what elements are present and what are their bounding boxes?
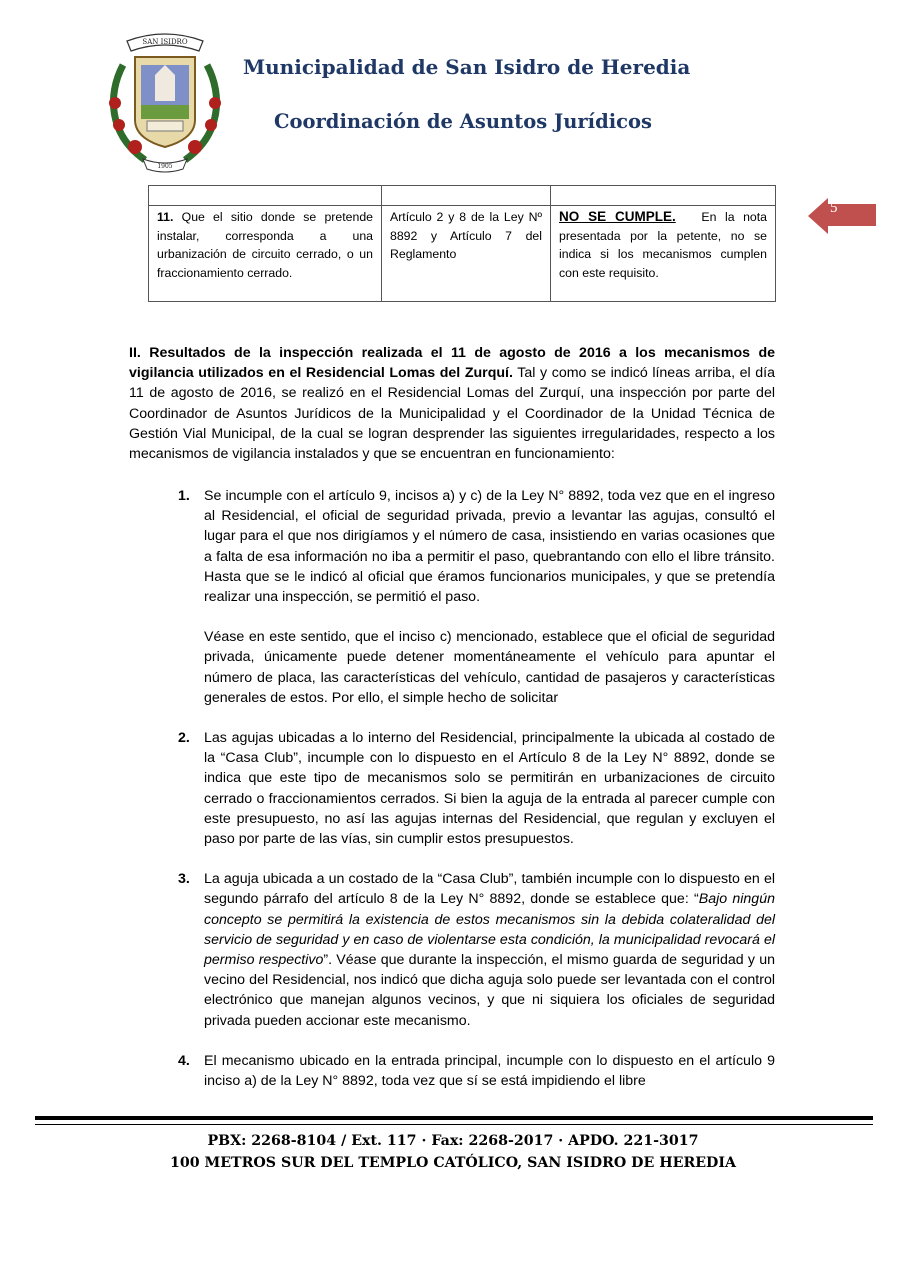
crest-ribbon-text: 1905	[157, 163, 173, 170]
item-number: 1.	[178, 488, 190, 504]
item-text: Se incumple con el artículo 9, incisos a) y c) de la Ley N° 8892, toda vez que en el ingreso al Residencial, el oficial de seguridad privada, previo a levantar las agujas, consultó el lugar para el que nos dirigíamos y el número de casa, insistiendo en varias ocasiones que a falta de esa información no iba a permitir el paso, quebrantando con ello el libre tránsito. Hasta que se le indicó al oficial que éramos funcionarios municipales, y que se pretendía realizar una inspección, se permitió el paso.	[204, 488, 775, 606]
section-intro: Tal y como se indicó líneas arriba, el día 11 de agosto de 2016, se realizó en el Residencial Lomas del Zurquí, una inspección por parte del Coordinador de Asuntos Jurídicos de la Municipalidad y el Coordinador de la Unidad Técnica de Gestión Vial Municipal, de la cual se logran desprender las siguientes irregularidades, respecto a los mecanismos de vigilancia instalados y que se encuentran en funcionamiento:	[129, 365, 775, 463]
observation-text: En la nota presentada por la petente, no se indica si los mecanismos cumplen con este requisito.	[559, 210, 768, 280]
list-item	[178, 728, 775, 849]
legal-basis-text: Artículo 2 y 8 de la Ley Nº 8892 y Artículo 7 del Reglamento	[390, 210, 542, 261]
table-row	[149, 206, 776, 302]
item-text-before: La aguja ubicada a un costado de la “Casa Club”, también incumple con lo dispuesto en el segundo párrafo del artículo 8 de la Ley N° 8892, donde se establece que: “	[204, 871, 775, 908]
section-heading: II. Resultados de la inspección realizada el 11 de agosto de 2016 a los mecanismos de vigilancia utilizados en el Residencial Lomas del Zurquí.	[129, 345, 775, 382]
requirement-text: Que el sitio donde se pretende instalar, corresponda a una urbanización de circuito cerrado, o un fraccionamiento cerrado.	[157, 210, 373, 280]
list-item	[178, 486, 775, 708]
legal-basis-cell	[382, 206, 551, 302]
item-text	[204, 869, 775, 1031]
item-text: El mecanismo ubicado en la entrada principal, incumple con lo dispuesto en el artículo 9 inciso a) de la Ley N° 8892, toda vez que sí se está impidiendo el libre	[204, 1052, 775, 1090]
law-quote: Bajo ningún concepto se permitirá la existencia de estos mecanismos sin la debida colateralidad del servicio de seguridad y en caso de violentarse esta condición, la municipalidad revocará el permiso respectivo	[204, 891, 775, 969]
item-text-continued: Véase en este sentido, que el inciso c) mencionado, establece que el oficial de seguridad privada, únicamente puede detener momentáneamente el vehículo para apuntar el número de placa, las características del vehículo, cantidad de pasajeros y características generales de estos. Por ello, el simple hecho de solicitar	[204, 629, 775, 706]
item-text: Las agujas ubicadas a lo interno del Residencial, principalmente la ubicada al costado de la “Casa Club”, incumple con lo dispuesto en el Artículo 8 de la Ley N° 8892, donde se indica que este tipo de mecanismos solo se permitirán en urbanizaciones de circuito cerrado o fraccionamientos cerrados. Si bien la aguja de la entrada al parecer cumple con este presupuesto, no así las agujas internas del Residencial, que regulan y excluyen el paso por parte de las vías, sin cumplir estos presupuestos.	[204, 730, 775, 848]
page-number-tab	[808, 198, 876, 234]
requirement-cell	[149, 206, 382, 302]
footer-rule-thin	[35, 1124, 873, 1125]
row-number: 11.	[157, 210, 174, 224]
item-number: 4.	[178, 1052, 190, 1069]
footer-address: 100 METROS SUR DEL TEMPLO CATÓLICO, SAN ISIDRO DE HEREDIA	[169, 1155, 736, 1171]
irregularities-list	[178, 486, 775, 1091]
list-item	[178, 869, 775, 1031]
item-number: 2.	[178, 730, 190, 747]
header-subtitle: Coordinación de Asuntos Jurídicos	[274, 110, 652, 133]
footer-contact: PBX: 2268-8104 / Ext. 117 · Fax: 2268-2017 · APDO. 221-3017	[207, 1133, 699, 1149]
item-text-after: ”. Véase que durante la inspección, el mismo guarda de seguridad y un vecino del Residencial, nos indicó que dicha aguja solo puede ser levantada con el control electrónico que manejan algunos vecinos, y que ni siquiera los oficiales de seguridad privada pueden accionar este mecanismo.	[204, 952, 775, 1029]
section-ii	[129, 343, 775, 464]
crest-banner-text: SAN ISIDRO	[142, 38, 188, 46]
list-item	[178, 1051, 775, 1091]
table-row	[149, 186, 776, 206]
header-title: Municipalidad de San Isidro de Heredia	[243, 55, 691, 79]
item-number: 3.	[178, 871, 190, 888]
municipal-crest-logo	[105, 25, 225, 175]
observation-cell	[551, 206, 776, 302]
page-number: 5	[830, 200, 838, 216]
requirements-table	[148, 185, 776, 302]
footer-rule-thick	[35, 1116, 873, 1120]
verdict-label: NO SE CUMPLE.	[559, 209, 676, 224]
